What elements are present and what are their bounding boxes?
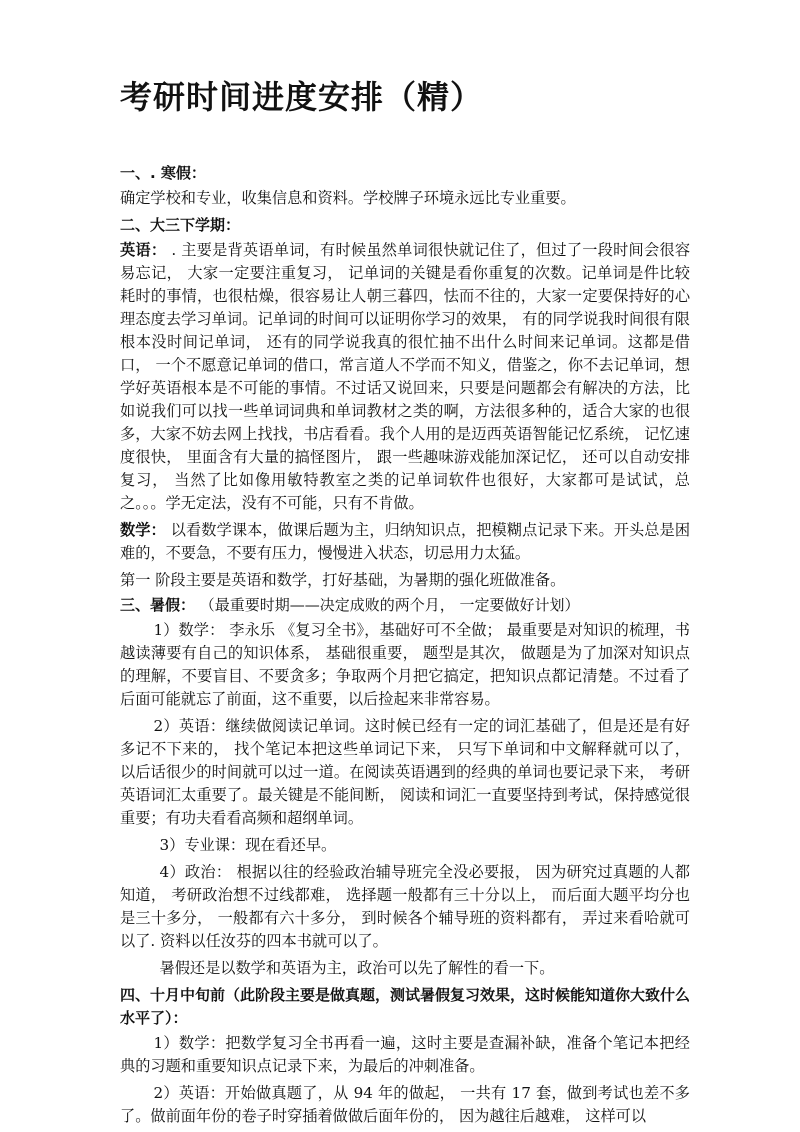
paragraph-summer-math: 1）数学： 李永乐 《复习全书》，基础好可不全做； 最重要是对知识的梳理，书越读薄要有自己的知识体系， 基础很重要， 题型是其次， 做题是为了加深对知识点的理解，不要盲目、不要贪多；争取两个月把它搞定，把知识点都记清楚。不过看了后面可能就忘了前面，这不重要，以后捡起来非常容易。 [120,621,690,708]
english-label: 英语： [120,241,167,259]
paragraph-winter: 确定学校和专业，收集信息和资料。学校牌子环境永远比专业重要。 [120,189,576,207]
math-text: 以看数学课本，做课后题为主，归纳知识点，把模糊点记录下来。开头总是困难的，不要急，不要有压力，慢慢进入状态，切忌用力太猛。 [120,521,691,562]
paragraph-october-english: 2）英语：开始做真题了，从 94 年的做起， 一共有 17 套，做到考试也差不多了。做前面年份的卷子时穿插着做做后面年份的， 因为越往后越难， 这样可以 [120,1084,690,1125]
summer-heading-label: 三、暑假： [120,596,196,614]
section-heading-junior-spring: 二、大三下学期： [120,216,241,234]
section-heading-summer [120,594,690,617]
paragraph-summer-summary: 暑假还是以数学和英语为主，政治可以先了解性的看一下。 [159,959,555,977]
summer-heading-note: （最重要时期——决定成败的两个月， 一定要做好计划） [195,596,580,614]
document-body [120,160,690,1132]
math-label: 数学： [120,521,166,539]
section-heading-winter: 一、. 寒假： [120,164,206,182]
paragraph-stage1: 第一 阶段主要是英语和数学，打好基础，为暑期的强化班做准备。 [120,571,566,589]
paragraph-summer-major: 3）专业课：现在看还早。 [159,836,337,854]
paragraph-summer-english: 2）英语：继续做阅读记单词。这时候已经有一定的词汇基础了，但是还是有好多记不下来的， 找个笔记本把这些单词记下来， 只写下单词和中文解释就可以了， 以后话很少的时间就可以过一道。在阅读英语遇到的经典的单词也要记录下来， 考研英语词汇太重要了。最关键是不能间断， 阅读和词汇一直要坚持到考试，保持感觉很重要；有功夫看看高频和超纲单词。 [120,717,690,827]
english-text: . 主要是背英语单词，有时候虽然单词很快就记住了，但过了一段时间会很容易忘记， 大家一定要注重复习， 记单词的关键是看你重复的次数。记单词是件比较耗时的事情，也很枯燥，很容易让人朝三暮四，怯而不往的，大家一定要保持好的心理态度去学习单词。记单词的时间可以证明你学习的效果， 有的同学说我时间很有限根本没时间记单词， 还有的同学说我真的很忙抽不出什么时间来记单词。这都是借口， 一个不愿意记单词的借口，常言道人不学而不知义，借鉴之，你不去记单词，想学好英语根本是不可能的事情。不过话又说回来，只要是问题都会有解决的方法，比如说我们可以找一些单词词典和单词教材之类的啊，方法很多种的，适合大家的也很多，大家不妨去网上找找，书店看看。我个人用的是迈西英语智能记忆系统， 记忆速度很快， 里面含有大量的搞怪图片， 跟一些趣味游戏能加深记忆， 还可以自动安排复习， 当然了比如像用敏特教室之类的记单词软件也很好，大家都可是试试，总之。。。学无定法，没有不可能，只有不肯做。 [120,241,691,512]
paragraph-math [120,519,690,565]
section-heading-october: 四、十月中旬前（此阶段主要是做真题，测试暑假复习效果，这时候能知道你大致什么水平了）： [120,986,691,1027]
paragraph-october-math: 1）数学：把数学复习全书再看一遍，这时主要是查漏补缺，准备个笔记本把经典的习题和重要知识点记录下来，为最后的冲刺准备。 [120,1034,690,1075]
paragraph-english [120,239,690,515]
paragraph-summer-politics: 4）政治： 根据以往的经验政治辅导班完全没必要报， 因为研究过真题的人都知道， 考研政治想不过线都难， 选择题一般都有三十分以上， 而后面大题平均分也是三十多分， 一般都有六十多分， 到时候各个辅导班的资料都有， 弄过来看哈就可以了. 资料以任汝芬的四本书就可以了。 [120,863,690,950]
page-title: 考研时间进度安排（精） [120,78,484,116]
